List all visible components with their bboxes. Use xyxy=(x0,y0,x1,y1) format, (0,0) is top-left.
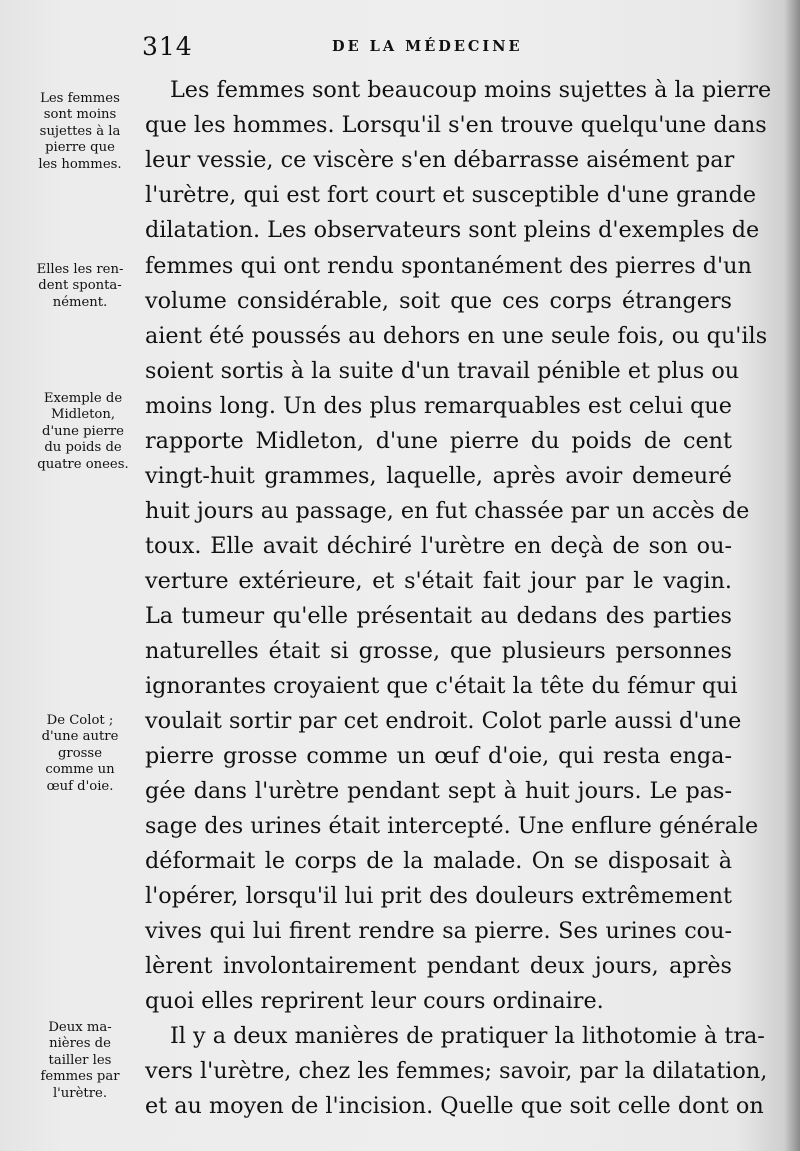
text-line: voulait sortir par cet endroit. Colot parle aussi d'une xyxy=(145,708,742,734)
margin-note-line: De Colot ; xyxy=(46,713,114,728)
margin-note-line: sont moins xyxy=(43,107,117,123)
text-line: sage des urines était intercepté. Une enflure générale xyxy=(145,813,759,839)
margin-note xyxy=(33,391,133,473)
text-line: volume considérable, soit que ces corps étrangers xyxy=(145,288,732,314)
running-title: DE LA MÉDECINE xyxy=(332,38,523,55)
margin-note-line: comme un xyxy=(45,762,115,778)
text-line: naturelles était si grosse, que plusieurs personnes xyxy=(145,638,732,664)
margin-note-line: quatre onees. xyxy=(37,456,129,472)
margin-note-line: Midleton, xyxy=(50,407,116,423)
text-line: déformait le corps de la malade. On se disposait à xyxy=(145,848,732,874)
margin-note-line: Deux ma- xyxy=(48,1020,112,1035)
text-line: et au moyen de l'incision. Quelle que soit celle dont on xyxy=(145,1093,764,1119)
text-line: pierre grosse comme un œuf d'oie, qui resta enga- xyxy=(145,743,732,769)
margin-note-line: Elles les ren- xyxy=(36,262,124,277)
text-line: huit jours au passage, en fut chassée par un accès de xyxy=(145,498,750,524)
margin-note-line: nières de xyxy=(49,1036,111,1052)
text-line: dilatation. Les observateurs sont pleins d'exemples de xyxy=(145,217,760,243)
margin-note-line: femmes par xyxy=(40,1069,120,1085)
text-line: l'urètre, qui est fort court et susceptible d'une grande xyxy=(145,182,757,208)
margin-note xyxy=(30,713,130,795)
margin-note-line: Exemple de xyxy=(43,391,123,406)
text-line: femmes qui ont rendu spontanément des pierres d'un xyxy=(145,253,752,279)
text-line: moins long. Un des plus remarquables est celui que xyxy=(145,393,732,419)
text-line: Il y a deux manières de pratiquer la lithotomie à tra- xyxy=(170,1023,765,1049)
margin-note-line: sujettes à la xyxy=(39,123,121,139)
margin-note-line: œuf d'oie. xyxy=(46,778,114,794)
margin-note-line: d'une autre xyxy=(41,729,119,745)
text-line: aient été poussés au dehors en une seule fois, ou qu'ils xyxy=(145,323,768,349)
margin-note-line: Les femmes xyxy=(40,91,120,106)
text-line: vers l'urètre, chez les femmes; savoir, par la dilatation, xyxy=(145,1058,768,1084)
text-line: gée dans l'urètre pendant sept à huit jours. Le pas- xyxy=(145,778,732,804)
margin-note-line: les hommes. xyxy=(38,156,122,172)
margin-note-line: tailler les xyxy=(48,1052,112,1068)
margin-note xyxy=(30,1020,130,1102)
text-line: que les hommes. Lorsqu'il s'en trouve quelqu'une dans xyxy=(145,112,767,138)
margin-note-line: nément. xyxy=(52,294,108,310)
text-line: vives qui lui firent rendre sa pierre. Ses urines cou- xyxy=(145,918,732,944)
text-line: rapporte Midleton, d'une pierre du poids de cent xyxy=(145,428,732,454)
margin-note-line: d'une pierre xyxy=(42,423,124,439)
text-line: quoi elles reprirent leur cours ordinaire. xyxy=(145,988,604,1014)
margin-note-line: dent sponta- xyxy=(38,278,122,294)
text-line: toux. Elle avait déchiré l'urètre en deçà de son ou- xyxy=(145,533,732,559)
page-number: 314 xyxy=(142,32,193,61)
text-line: verture extérieure, et s'était fait jour par le vagin. xyxy=(145,568,732,594)
text-line: lèrent involontairement pendant deux jours, après xyxy=(145,953,732,979)
margin-note xyxy=(30,91,130,173)
text-line: Les femmes sont beaucoup moins sujettes à la pierre xyxy=(170,77,772,103)
text-line: ignorantes croyaient que c'était la tête du fémur qui xyxy=(145,673,738,699)
margin-note-line: du poids de xyxy=(44,440,122,456)
margin-note-line: l'urètre. xyxy=(52,1085,108,1101)
margin-note-line: pierre que xyxy=(45,140,115,156)
text-line: leur vessie, ce viscère s'en débarrasse aisément par xyxy=(145,147,735,173)
text-line: soient sortis à la suite d'un travail pénible et plus ou xyxy=(145,358,740,384)
text-line: vingt-huit grammes, laquelle, après avoir demeuré xyxy=(145,463,732,489)
margin-note-line: grosse xyxy=(57,745,103,761)
text-line: l'opérer, lorsqu'il lui prit des douleurs extrêmement xyxy=(145,883,732,909)
text-line: La tumeur qu'elle présentait au dedans des parties xyxy=(145,603,732,629)
margin-note xyxy=(30,262,130,311)
